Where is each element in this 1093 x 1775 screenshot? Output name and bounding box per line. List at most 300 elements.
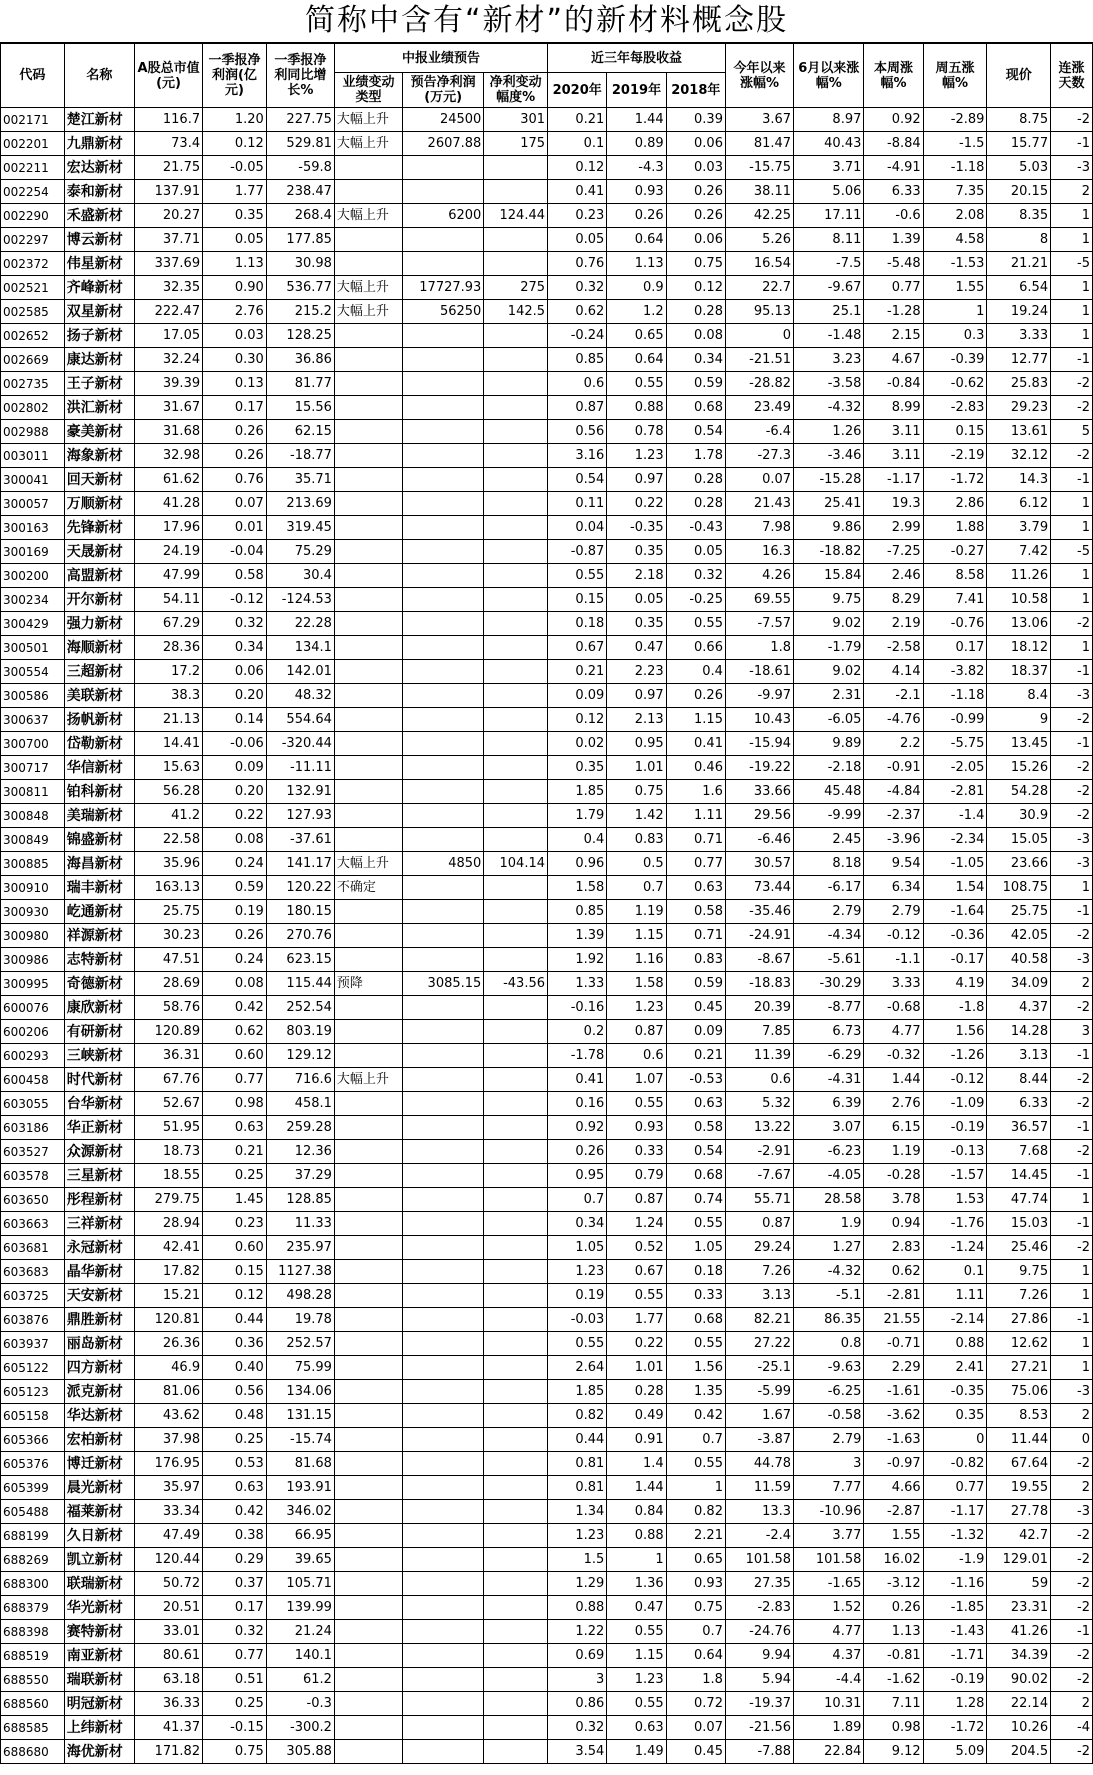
cell-q1-profit: 0.21	[203, 1140, 267, 1164]
cell-eps-2020: 0.11	[548, 492, 607, 516]
cell-ytd: -3.87	[725, 1428, 793, 1452]
cell-q1-profit: 0.36	[203, 1332, 267, 1356]
cell-price: 54.28	[987, 780, 1051, 804]
table-row	[1, 1236, 1093, 1260]
header-market-cap: A股总市值(元)	[135, 44, 203, 108]
cell-q1-profit: 0.42	[203, 996, 267, 1020]
cell-eps-2019: 0.47	[607, 1596, 666, 1620]
cell-forecast-type	[334, 1140, 402, 1164]
cell-friday: -1.8	[923, 996, 987, 1020]
table-row	[1, 588, 1093, 612]
cell-name: 铂科新材	[64, 780, 134, 804]
cell-price: 21.21	[987, 252, 1051, 276]
cell-eps-2019: 1.01	[607, 1356, 666, 1380]
cell-name: 宏柏新材	[64, 1428, 134, 1452]
cell-forecast-profit: 6200	[403, 204, 484, 228]
cell-name: 华光新材	[64, 1596, 134, 1620]
cell-name: 彤程新材	[64, 1188, 134, 1212]
cell-eps-2019: 0.79	[607, 1164, 666, 1188]
cell-friday: -0.99	[923, 708, 987, 732]
cell-since-june: -6.29	[794, 1044, 864, 1068]
cell-price: 4.37	[987, 996, 1051, 1020]
cell-q1-profit: 0.07	[203, 492, 267, 516]
cell-code: 605123	[1, 1380, 65, 1404]
cell-since-june: 8.11	[794, 228, 864, 252]
cell-eps-2019: 0.55	[607, 372, 666, 396]
cell-eps-2018: 0.74	[666, 1188, 725, 1212]
cell-code: 002290	[1, 204, 65, 228]
cell-code: 603650	[1, 1188, 65, 1212]
cell-ytd: 22.7	[725, 276, 793, 300]
cell-price: 27.78	[987, 1500, 1051, 1524]
cell-code: 300980	[1, 924, 65, 948]
cell-forecast-type	[334, 1044, 402, 1068]
cell-friday: -0.12	[923, 1068, 987, 1092]
cell-name: 南亚新材	[64, 1644, 134, 1668]
cell-eps-2020: 0.81	[548, 1476, 607, 1500]
cell-ytd: 7.98	[725, 516, 793, 540]
cell-eps-2020: -0.03	[548, 1308, 607, 1332]
cell-forecast-profit	[403, 1572, 484, 1596]
cell-week: -0.68	[864, 996, 923, 1020]
cell-code: 300041	[1, 468, 65, 492]
cell-streak: -2	[1051, 780, 1093, 804]
cell-forecast-type	[334, 540, 402, 564]
cell-since-june: 45.48	[794, 780, 864, 804]
cell-forecast-change	[484, 1380, 548, 1404]
cell-forecast-change	[484, 1548, 548, 1572]
cell-eps-2020: 0.12	[548, 708, 607, 732]
cell-code: 002585	[1, 300, 65, 324]
cell-ytd: -24.91	[725, 924, 793, 948]
cell-name: 洪汇新材	[64, 396, 134, 420]
cell-forecast-type: 大幅上升	[334, 108, 402, 132]
cell-friday: 1	[923, 300, 987, 324]
cell-code: 300910	[1, 876, 65, 900]
cell-forecast-profit	[403, 1716, 484, 1740]
cell-forecast-profit	[403, 1044, 484, 1068]
cell-eps-2020: 0.88	[548, 1596, 607, 1620]
cell-code: 688560	[1, 1692, 65, 1716]
cell-eps-2020: 2.64	[548, 1356, 607, 1380]
cell-price: 9	[987, 708, 1051, 732]
cell-forecast-type	[334, 180, 402, 204]
cell-ytd: 16.54	[725, 252, 793, 276]
cell-name: 有研新材	[64, 1020, 134, 1044]
cell-price: 47.74	[987, 1188, 1051, 1212]
cell-q1-profit: 0.12	[203, 132, 267, 156]
cell-forecast-profit: 17727.93	[403, 276, 484, 300]
cell-forecast-change	[484, 1356, 548, 1380]
cell-forecast-profit: 2607.88	[403, 132, 484, 156]
cell-forecast-profit: 3085.15	[403, 972, 484, 996]
cell-forecast-type	[334, 780, 402, 804]
cell-forecast-profit	[403, 540, 484, 564]
cell-code: 300849	[1, 828, 65, 852]
cell-forecast-change	[484, 780, 548, 804]
cell-price: 3.13	[987, 1044, 1051, 1068]
cell-forecast-change	[484, 1668, 548, 1692]
cell-week: -3.62	[864, 1404, 923, 1428]
cell-q1-growth: 141.17	[266, 852, 334, 876]
cell-forecast-type	[334, 588, 402, 612]
cell-forecast-type	[334, 396, 402, 420]
cell-friday: 5.09	[923, 1740, 987, 1764]
table-row	[1, 564, 1093, 588]
cell-q1-growth: 177.85	[266, 228, 334, 252]
cell-q1-profit: 0.59	[203, 876, 267, 900]
cell-ytd: 11.39	[725, 1044, 793, 1068]
cell-q1-profit: 0.03	[203, 324, 267, 348]
cell-market-cap: 33.01	[135, 1620, 203, 1644]
cell-forecast-type	[334, 1452, 402, 1476]
cell-q1-profit: 0.17	[203, 396, 267, 420]
cell-friday: 1.53	[923, 1188, 987, 1212]
cell-forecast-type	[334, 1308, 402, 1332]
cell-eps-2019: -0.35	[607, 516, 666, 540]
header-friday: 周五涨幅%	[923, 44, 987, 108]
cell-forecast-profit	[403, 1068, 484, 1092]
cell-q1-profit: 0.25	[203, 1692, 267, 1716]
cell-forecast-profit	[403, 900, 484, 924]
table-row	[1, 1620, 1093, 1644]
cell-q1-profit: 0.60	[203, 1236, 267, 1260]
cell-eps-2020: -0.16	[548, 996, 607, 1020]
cell-forecast-change	[484, 612, 548, 636]
cell-streak: 1	[1051, 1260, 1093, 1284]
cell-ytd: -7.88	[725, 1740, 793, 1764]
cell-friday: -1.09	[923, 1092, 987, 1116]
cell-friday: 0.77	[923, 1476, 987, 1500]
cell-ytd: -7.67	[725, 1164, 793, 1188]
cell-name: 晶华新材	[64, 1260, 134, 1284]
cell-streak: -2	[1051, 1572, 1093, 1596]
cell-eps-2019: 0.93	[607, 180, 666, 204]
cell-market-cap: 28.94	[135, 1212, 203, 1236]
cell-market-cap: 171.82	[135, 1740, 203, 1764]
cell-since-june: -1.79	[794, 636, 864, 660]
cell-week: 1.55	[864, 1524, 923, 1548]
cell-price: 6.33	[987, 1092, 1051, 1116]
cell-since-june: 40.43	[794, 132, 864, 156]
cell-eps-2020: -0.87	[548, 540, 607, 564]
cell-forecast-change	[484, 1188, 548, 1212]
cell-q1-growth: 227.75	[266, 108, 334, 132]
cell-week: 0.92	[864, 108, 923, 132]
cell-market-cap: 73.4	[135, 132, 203, 156]
cell-forecast-profit	[403, 1500, 484, 1524]
cell-ytd: -6.46	[725, 828, 793, 852]
cell-eps-2018: 0.46	[666, 756, 725, 780]
cell-price: 90.02	[987, 1668, 1051, 1692]
header-eps-2020: 2020年	[548, 73, 607, 108]
cell-eps-2018: 0.83	[666, 948, 725, 972]
cell-since-june: 9.86	[794, 516, 864, 540]
cell-q1-profit: 0.53	[203, 1452, 267, 1476]
cell-code: 300717	[1, 756, 65, 780]
cell-friday: -1.26	[923, 1044, 987, 1068]
cell-ytd: 5.26	[725, 228, 793, 252]
cell-eps-2020: 3.16	[548, 444, 607, 468]
cell-forecast-profit	[403, 924, 484, 948]
table-row	[1, 1740, 1093, 1764]
cell-q1-profit: 0.37	[203, 1572, 267, 1596]
cell-streak: -3	[1051, 948, 1093, 972]
cell-forecast-profit	[403, 660, 484, 684]
header-forecast-group: 中报业绩预告	[334, 44, 547, 73]
cell-q1-growth: 305.88	[266, 1740, 334, 1764]
cell-eps-2018: 0.41	[666, 732, 725, 756]
cell-name: 扬子新材	[64, 324, 134, 348]
cell-friday: 0.35	[923, 1404, 987, 1428]
cell-eps-2018: 0.26	[666, 180, 725, 204]
cell-friday: -0.62	[923, 372, 987, 396]
cell-friday: 2.41	[923, 1356, 987, 1380]
cell-name: 美瑞新材	[64, 804, 134, 828]
cell-streak: 1	[1051, 276, 1093, 300]
cell-week: 2.76	[864, 1092, 923, 1116]
cell-eps-2018: 0.54	[666, 420, 725, 444]
cell-market-cap: 137.91	[135, 180, 203, 204]
cell-price: 19.24	[987, 300, 1051, 324]
cell-q1-growth: -0.3	[266, 1692, 334, 1716]
cell-forecast-change	[484, 876, 548, 900]
cell-q1-profit: -0.05	[203, 156, 267, 180]
cell-forecast-change	[484, 708, 548, 732]
cell-price: 204.5	[987, 1740, 1051, 1764]
cell-week: 2.99	[864, 516, 923, 540]
cell-price: 41.26	[987, 1620, 1051, 1644]
cell-streak: -2	[1051, 372, 1093, 396]
table-row	[1, 1332, 1093, 1356]
cell-market-cap: 67.76	[135, 1068, 203, 1092]
cell-ytd: 3.67	[725, 108, 793, 132]
cell-eps-2018: 0.4	[666, 660, 725, 684]
cell-ytd: -2.91	[725, 1140, 793, 1164]
cell-ytd: 30.57	[725, 852, 793, 876]
table-row	[1, 468, 1093, 492]
cell-forecast-change: 275	[484, 276, 548, 300]
cell-q1-profit: 0.06	[203, 660, 267, 684]
cell-q1-profit: 0.75	[203, 1740, 267, 1764]
cell-code: 300885	[1, 852, 65, 876]
cell-price: 34.09	[987, 972, 1051, 996]
cell-q1-profit: 0.77	[203, 1644, 267, 1668]
cell-friday: -2.89	[923, 108, 987, 132]
cell-name: 华正新材	[64, 1116, 134, 1140]
cell-name: 福莱新材	[64, 1500, 134, 1524]
cell-eps-2020: 0.21	[548, 108, 607, 132]
table-row	[1, 612, 1093, 636]
table-row	[1, 324, 1093, 348]
cell-q1-profit: -0.04	[203, 540, 267, 564]
cell-week: -1.28	[864, 300, 923, 324]
cell-forecast-change	[484, 1164, 548, 1188]
cell-market-cap: 32.24	[135, 348, 203, 372]
cell-forecast-type	[334, 1668, 402, 1692]
cell-eps-2018: 0.39	[666, 108, 725, 132]
cell-streak: -2	[1051, 756, 1093, 780]
cell-streak: -4	[1051, 1716, 1093, 1740]
cell-forecast-type: 大幅上升	[334, 132, 402, 156]
cell-since-june: -6.17	[794, 876, 864, 900]
cell-friday: 7.41	[923, 588, 987, 612]
cell-price: 14.3	[987, 468, 1051, 492]
cell-forecast-profit	[403, 756, 484, 780]
header-week: 本周涨幅%	[864, 44, 923, 108]
cell-market-cap: 20.27	[135, 204, 203, 228]
table-row	[1, 900, 1093, 924]
cell-price: 67.64	[987, 1452, 1051, 1476]
cell-q1-growth: 259.28	[266, 1116, 334, 1140]
cell-eps-2018: 0.58	[666, 1116, 725, 1140]
cell-price: 13.06	[987, 612, 1051, 636]
cell-forecast-change	[484, 1404, 548, 1428]
table-row	[1, 1020, 1093, 1044]
table-row	[1, 1716, 1093, 1740]
cell-eps-2020: 0.32	[548, 1716, 607, 1740]
cell-price: 15.26	[987, 756, 1051, 780]
cell-name: 久日新材	[64, 1524, 134, 1548]
table-row	[1, 204, 1093, 228]
cell-q1-growth: 128.85	[266, 1188, 334, 1212]
cell-forecast-type	[334, 804, 402, 828]
cell-forecast-type	[334, 1284, 402, 1308]
cell-forecast-change	[484, 228, 548, 252]
cell-friday: 0.88	[923, 1332, 987, 1356]
cell-forecast-profit	[403, 1380, 484, 1404]
cell-market-cap: 54.11	[135, 588, 203, 612]
cell-week: -2.87	[864, 1500, 923, 1524]
cell-q1-profit: 0.24	[203, 948, 267, 972]
cell-eps-2020: 0.32	[548, 276, 607, 300]
header-forecast-type: 业绩变动类型	[334, 73, 402, 108]
cell-ytd: -18.61	[725, 660, 793, 684]
cell-week: -7.25	[864, 540, 923, 564]
cell-market-cap: 120.44	[135, 1548, 203, 1572]
cell-market-cap: 52.67	[135, 1092, 203, 1116]
cell-market-cap: 41.37	[135, 1716, 203, 1740]
cell-q1-profit: 0.08	[203, 828, 267, 852]
cell-q1-growth: 319.45	[266, 516, 334, 540]
cell-since-june: 9.02	[794, 612, 864, 636]
cell-eps-2018: 0.68	[666, 1308, 725, 1332]
cell-eps-2020: 0.16	[548, 1092, 607, 1116]
cell-market-cap: 61.62	[135, 468, 203, 492]
cell-streak: -2	[1051, 1140, 1093, 1164]
cell-streak: -2	[1051, 708, 1093, 732]
cell-forecast-change	[484, 1620, 548, 1644]
cell-friday: -1.17	[923, 1500, 987, 1524]
cell-q1-growth: 81.77	[266, 372, 334, 396]
cell-streak: 1	[1051, 588, 1093, 612]
cell-forecast-type	[334, 348, 402, 372]
cell-since-june: 1.27	[794, 1236, 864, 1260]
cell-forecast-type	[334, 1164, 402, 1188]
cell-q1-growth: 128.25	[266, 324, 334, 348]
cell-name: 高盟新材	[64, 564, 134, 588]
cell-price: 6.12	[987, 492, 1051, 516]
header-eps-group: 近三年每股收益	[548, 44, 726, 73]
cell-q1-growth: 270.76	[266, 924, 334, 948]
cell-forecast-change	[484, 420, 548, 444]
cell-forecast-profit	[403, 348, 484, 372]
cell-eps-2019: 0.05	[607, 588, 666, 612]
cell-market-cap: 120.89	[135, 1020, 203, 1044]
cell-eps-2020: 0.85	[548, 348, 607, 372]
cell-q1-profit: 0.32	[203, 1620, 267, 1644]
cell-name: 锦盛新材	[64, 828, 134, 852]
cell-q1-profit: 0.29	[203, 1548, 267, 1572]
cell-q1-profit: 0.90	[203, 276, 267, 300]
cell-market-cap: 47.51	[135, 948, 203, 972]
cell-forecast-change	[484, 1572, 548, 1596]
cell-eps-2020: 1.39	[548, 924, 607, 948]
cell-since-june: 1.9	[794, 1212, 864, 1236]
cell-market-cap: 36.33	[135, 1692, 203, 1716]
header-code: 代码	[1, 44, 65, 108]
cell-week: 4.66	[864, 1476, 923, 1500]
cell-code: 605158	[1, 1404, 65, 1428]
cell-streak: -1	[1051, 348, 1093, 372]
cell-price: 9.75	[987, 1260, 1051, 1284]
cell-q1-growth: 458.1	[266, 1092, 334, 1116]
cell-price: 25.83	[987, 372, 1051, 396]
cell-since-june: 2.79	[794, 900, 864, 924]
cell-q1-growth: 15.56	[266, 396, 334, 420]
cell-name: 博迁新材	[64, 1452, 134, 1476]
cell-market-cap: 25.75	[135, 900, 203, 924]
table-row	[1, 420, 1093, 444]
cell-ytd: -2.83	[725, 1596, 793, 1620]
cell-market-cap: 37.71	[135, 228, 203, 252]
cell-name: 丽岛新材	[64, 1332, 134, 1356]
cell-friday: 1.88	[923, 516, 987, 540]
cell-since-june: 1.89	[794, 1716, 864, 1740]
cell-since-june: -0.58	[794, 1404, 864, 1428]
cell-q1-growth: 193.91	[266, 1476, 334, 1500]
cell-market-cap: 35.96	[135, 852, 203, 876]
cell-q1-growth: 62.15	[266, 420, 334, 444]
table-row	[1, 1500, 1093, 1524]
table-row	[1, 996, 1093, 1020]
cell-ytd: 95.13	[725, 300, 793, 324]
cell-q1-growth: 39.65	[266, 1548, 334, 1572]
cell-forecast-type	[334, 1380, 402, 1404]
cell-eps-2019: 0.87	[607, 1020, 666, 1044]
cell-code: 600206	[1, 1020, 65, 1044]
cell-eps-2020: 1.85	[548, 1380, 607, 1404]
cell-q1-profit: 0.38	[203, 1524, 267, 1548]
cell-forecast-type	[334, 1476, 402, 1500]
cell-ytd: 101.58	[725, 1548, 793, 1572]
cell-week: -0.32	[864, 1044, 923, 1068]
cell-forecast-profit	[403, 1476, 484, 1500]
cell-streak: 1	[1051, 492, 1093, 516]
cell-q1-growth: 498.28	[266, 1284, 334, 1308]
cell-q1-profit: 0.98	[203, 1092, 267, 1116]
cell-forecast-change	[484, 1284, 548, 1308]
cell-forecast-change	[484, 1020, 548, 1044]
cell-q1-growth: 22.28	[266, 612, 334, 636]
cell-market-cap: 279.75	[135, 1188, 203, 1212]
cell-forecast-profit	[403, 1596, 484, 1620]
cell-forecast-profit	[403, 516, 484, 540]
cell-eps-2018: 1	[666, 1476, 725, 1500]
cell-eps-2020: 0.09	[548, 684, 607, 708]
cell-ytd: 0.07	[725, 468, 793, 492]
cell-eps-2020: 0.02	[548, 732, 607, 756]
